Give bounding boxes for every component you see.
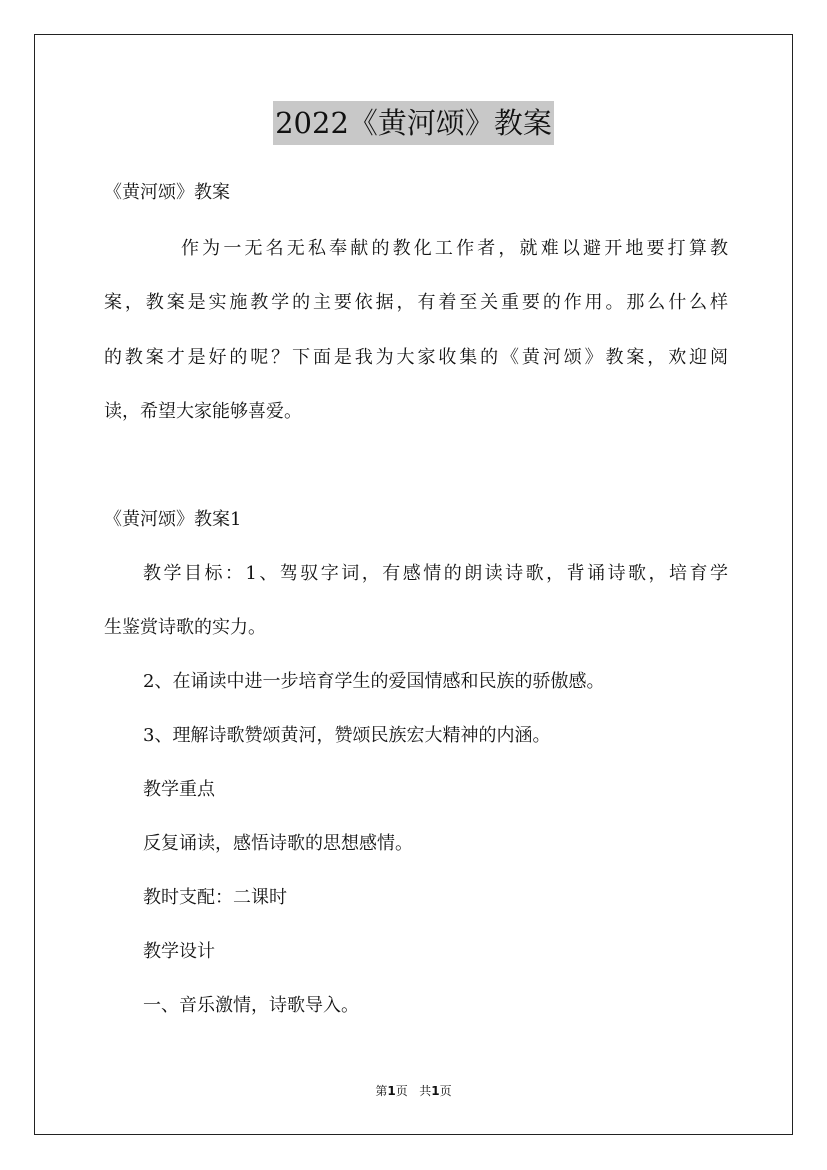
document-subtitle: 《黄河颂》教案 bbox=[104, 182, 230, 203]
footer-total-suffix: 页 bbox=[439, 1084, 452, 1098]
intro-line-4: 读，希望大家能够喜爱。 bbox=[104, 401, 302, 422]
intro-line-1: 作为一无名无私奉献的教化工作者，就难以避开地要打算教 bbox=[181, 238, 728, 259]
footer-total-pages: 1 bbox=[431, 1084, 440, 1098]
footer-page-number: 1 bbox=[387, 1084, 396, 1098]
goal-3: 3、理解诗歌赞颂黄河，赞颂民族宏大精神的内涵。 bbox=[143, 725, 551, 746]
key-points-heading: 教学重点 bbox=[143, 779, 215, 800]
goal-line-1: 教学目标：1、驾驭字词，有感情的朗读诗歌，背诵诗歌，培育学 bbox=[143, 563, 728, 584]
intro-line-3: 的教案才是好的呢？下面是我为大家收集的《黄河颂》教案，欢迎阅 bbox=[104, 347, 728, 368]
goal-2: 2、在诵读中进一步培育学生的爱国情感和民族的骄傲感。 bbox=[143, 671, 605, 692]
page-footer bbox=[0, 1083, 827, 1099]
key-points-text: 反复诵读，感悟诗歌的思想感情。 bbox=[143, 833, 413, 854]
footer-prefix: 第 bbox=[375, 1084, 388, 1098]
section-heading: 《黄河颂》教案1 bbox=[104, 509, 242, 530]
footer-page-suffix: 页 bbox=[395, 1084, 408, 1098]
document-title: 2022《黄河颂》教案 bbox=[273, 101, 554, 145]
goal-line-2: 生鉴赏诗歌的实力。 bbox=[104, 617, 266, 638]
time-allocation: 教时支配：二课时 bbox=[143, 887, 287, 908]
intro-line-2: 案，教案是实施教学的主要依据，有着至关重要的作用。那么什么样 bbox=[104, 292, 728, 313]
design-heading: 教学设计 bbox=[143, 941, 215, 962]
step-1: 一、音乐激情，诗歌导入。 bbox=[143, 995, 359, 1016]
footer-total-prefix: 共 bbox=[419, 1084, 432, 1098]
title-container bbox=[0, 101, 827, 145]
